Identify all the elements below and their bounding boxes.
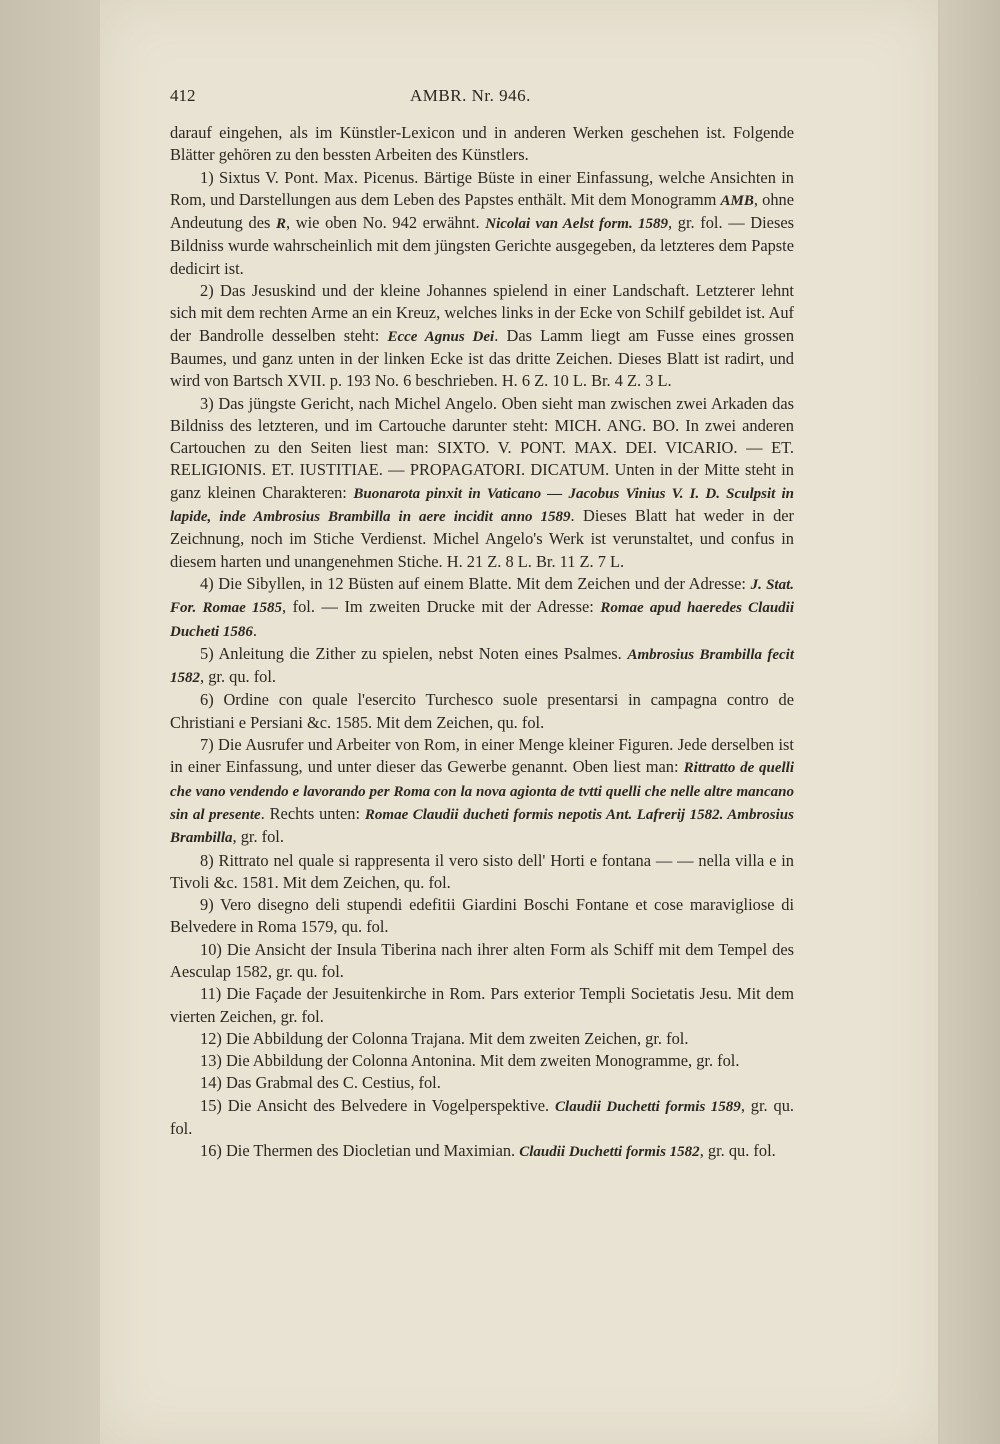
italic-citation: Romae apud haeredes Claudii Ducheti 1586 [170, 600, 794, 640]
italic-citation: Buonarota pinxit in Vaticano — Jacobus Vinius V. I. D. Sculpsit in lapide, inde Ambrosius Brambilla in aere incidit anno 1589 [170, 485, 794, 526]
text-run: 13) Die Abbildung der Colonna Antonina. Mit dem zweiten Monogramme, gr. fol. [200, 1051, 740, 1071]
paragraph [170, 894, 794, 939]
paragraph [170, 1095, 794, 1141]
italic-citation: J. Stat. For. Romae 1585 [170, 576, 794, 617]
running-title: AMBR. Nr. 946. [410, 86, 531, 105]
text-run: 16) Die Thermen des Diocletian und Maximian. [200, 1141, 520, 1161]
italic-citation: Romae Claudii ducheti formis nepotis Ant. Lafrerij 1582. Ambrosius Brambilla [170, 806, 794, 847]
page-header [170, 86, 794, 112]
italic-citation: Ambrosius Brambilla fecit 1582 [170, 646, 794, 687]
text-run: , gr. fol. [232, 827, 284, 847]
text-run: 11) Die Façade der Jesuitenkirche in Rom. Pars exterior Templi Societatis Jesu. Mit dem vierten Zeichen, gr. fol. [170, 984, 794, 1026]
text-run: 10) Die Ansicht der Insula Tiberina nach ihrer alten Form als Schiff mit dem Tempel des Aesculap 1582, gr. qu. fol. [170, 939, 794, 981]
text-run: 1) Sixtus V. Pont. Max. Picenus. Bärtige Büste in einer Einfassung, welche Ansichten in Rom, und Darstellungen aus dem Leben des Papstes enthält. Mit dem Monogramm [170, 167, 794, 209]
text-run: . Dieses Blatt hat weder in der Zeichnung, noch im Stiche Verdienst. Michel Angelo's Werk ist verunstaltet, und confus in diesem harten und unangenehmen Stiche. H. 21 Z. 8 L. Br. 11 Z. 7 L. [170, 506, 795, 571]
scan-background-right [940, 0, 1000, 1444]
text-run: 5) Anleitung die Zither zu spielen, nebst Noten eines Psalmes. [200, 643, 628, 663]
paragraph [170, 573, 794, 643]
text-run: , fol. — Im zweiten Drucke mit der Adresse: [282, 597, 601, 617]
page-number: 412 [170, 86, 196, 105]
text-run: 2) Das Jesuskind und der kleine Johannes spielend in einer Landschaft. Letzterer lehnt sich mit dem rechten Arme an ein Kreuz, welches links in der Ecke von Schilf gebildet ist. Auf der Bandrolle desselben steht: [170, 281, 794, 345]
paragraph [170, 1140, 794, 1163]
text-run: . Rechts unten: [260, 803, 365, 823]
text-run: darauf eingehen, als im Künstler-Lexicon und in anderen Werken geschehen ist. Folgende Blätter gehören zu den bessten Arbeiten des Künstlers. [170, 123, 794, 165]
paragraph [170, 167, 794, 280]
paragraph [170, 393, 794, 573]
paragraph [170, 1050, 794, 1072]
text-run: 8) Rittrato nel quale si rappresenta il vero sisto dell' Horti e fontana — — nella villa e in Tivoli &c. 1581. Mit dem Zeichen, qu. fol. [170, 850, 794, 892]
paragraph [170, 643, 794, 690]
text-run: , gr. fol. — Dieses Bildniss wurde wahrscheinlich mit dem jüngsten Gerichte ausgegeben, da letzteres dem Papste dedicirt ist. [170, 213, 794, 278]
text-run: 4) Die Sibyllen, in 12 Büsten auf einem Blatte. Mit dem Zeichen und der Adresse: [200, 573, 751, 593]
italic-citation: Ecce Agnus Dei [387, 328, 495, 345]
paragraph [170, 689, 794, 734]
italic-citation: Claudii Duchetti formis 1582 [519, 1144, 700, 1161]
text-run: 15) Die Ansicht des Belvedere in Vogelperspektive. [200, 1095, 556, 1115]
paragraph [170, 122, 794, 167]
paragraph [170, 1028, 794, 1050]
text-run: 7) Die Ausrufer und Arbeiter von Rom, in einer Menge kleiner Figuren. Jede derselben ist in einer Einfassung, und unter dieser das Gewerbe genannt. Oben liest man: [170, 735, 794, 777]
italic-citation: Claudii Duchetti formis 1589 [555, 1098, 741, 1115]
paragraph [170, 280, 794, 392]
italic-citation: Rittratto de quelli che vano vendendo e lavorando per Roma con la nova agionta de tvtti quelli che nelle altre mancano sin al presente [170, 760, 794, 823]
text-run: 12) Die Abbildung der Colonna Trajana. Mit dem zweiten Zeichen, gr. fol. [200, 1028, 689, 1048]
paragraph [170, 850, 794, 895]
text-run: , wie oben No. 942 erwähnt. [286, 213, 486, 233]
text-run: 3) Das jüngste Gericht, nach Michel Angelo. Oben sieht man zwischen zwei Arkaden das Bildniss des letzteren, und im Cartouche darunter steht: MICH. ANG. BO. In zwei anderen Cartouchen zu den Seiten liest man: SIXTO. V. PONT. MAX. DEI. VICARIO. — ET. RELIGIONIS. ET. IUSTITIAE. — PROPAGATORI. DICATUM. Unten in der Mitte steht in ganz kleinen Charakteren: [170, 393, 794, 502]
body-text [170, 122, 794, 1164]
paragraph [170, 1072, 794, 1094]
text-run: 9) Vero disegno deli stupendi edefitii Giardini Boschi Fontane et cose maravigliose di Belvedere in Roma 1579, qu. fol. [170, 895, 794, 937]
text-run: , gr. qu. fol. [699, 1141, 776, 1161]
italic-citation: R [276, 216, 287, 233]
scan-background-left [0, 0, 100, 1444]
text-run: . [252, 620, 258, 640]
paragraph [170, 734, 794, 849]
paragraph [170, 983, 794, 1028]
text-run: 14) Das Grabmal des C. Cestius, fol. [200, 1073, 441, 1093]
text-run: , gr. qu. fol. [200, 667, 277, 687]
paragraph [170, 939, 794, 984]
italic-citation: Nicolai van Aelst form. 1589 [485, 216, 669, 233]
text-run: , ohne Andeutung des [170, 189, 794, 233]
text-run: . Das Lamm liegt am Fusse eines grossen Baumes, und ganz unten in der linken Ecke ist das dritte Zeichen. Dieses Blatt ist radirt, und wird von Bartsch XVII. p. 193 No. 6 beschrieben. H. 6 Z. 10 L. Br. 4 Z. 3 L. [170, 325, 795, 391]
text-run: 6) Ordine con quale l'esercito Turchesco suole presentarsi in campagna contro de Christiani e Persiani &c. 1585. Mit dem Zeichen, qu. fol. [170, 690, 794, 732]
text-run: , gr. qu. fol. [170, 1095, 794, 1139]
italic-citation: AMB [720, 192, 754, 209]
